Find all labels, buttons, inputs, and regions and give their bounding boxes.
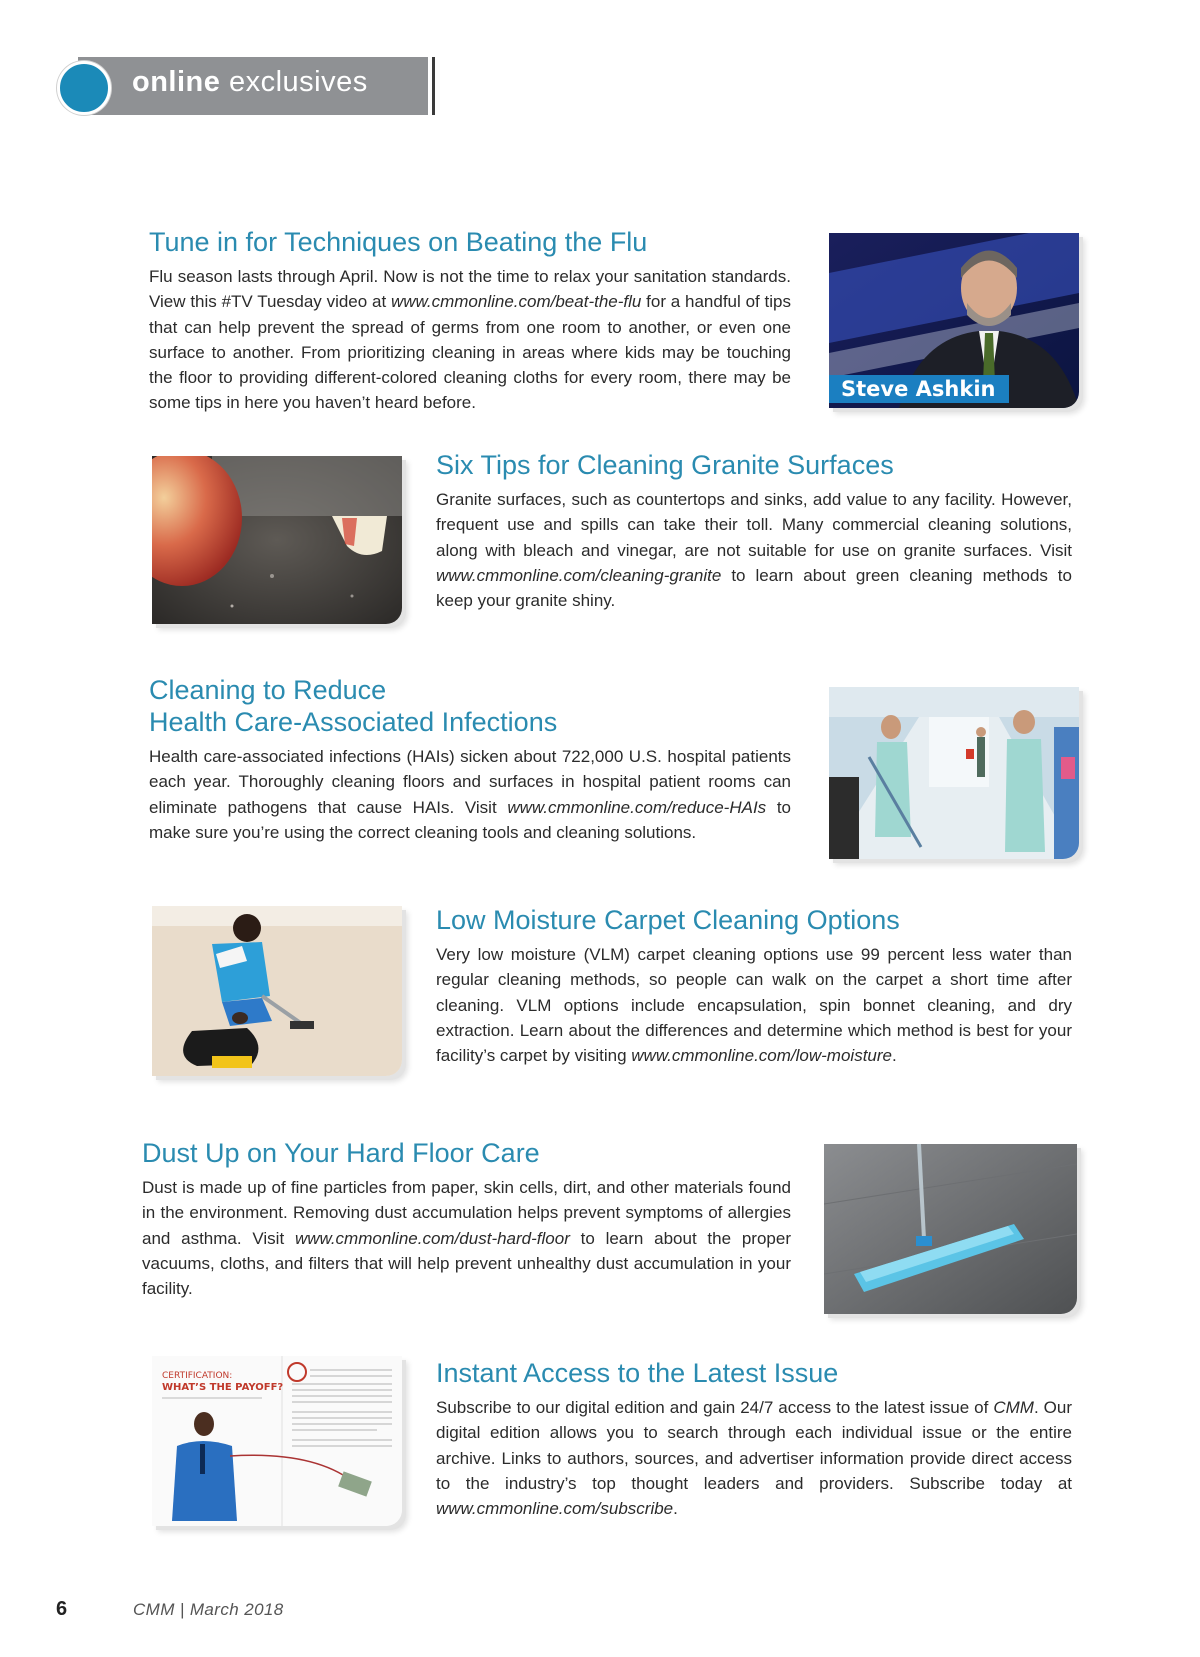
article-granite — [436, 449, 1072, 613]
article-title: Six Tips for Cleaning Granite Surfaces — [436, 450, 894, 480]
article-title: Instant Access to the Latest Issue — [436, 1358, 839, 1388]
video-thumbnail-steve-ashkin[interactable] — [829, 233, 1079, 408]
cover-headline: WHAT’S THE PAYOFF? — [162, 1382, 284, 1393]
article-body: Flu season lasts through April. Now is not the time to relax your sanitation standards. View this #TV Tuesday video at www.cmmonline.com/beat-the-flu for a handful of tips that can help prevent the spread of germs from one room to another, or even one surface to another. From prioritizing cleaning in areas where kids may be touching the floor to providing different-colored cleaning cloths for every room, there may be some tips in here you haven’t heard before. — [149, 267, 791, 413]
section-header-title: online exclusives — [132, 66, 368, 98]
carpet-vacuum-image — [152, 906, 402, 1076]
article-title: Tune in for Techniques on Beating the Flu — [149, 227, 648, 257]
article-hard-floor — [142, 1137, 791, 1301]
article-link[interactable]: www.cmmonline.com/subscribe — [436, 1499, 674, 1519]
section-header-circle-icon — [57, 61, 111, 115]
header-divider — [432, 57, 435, 115]
cover-kicker: CERTIFICATION: — [162, 1371, 233, 1381]
video-caption: Steve Ashkin — [841, 377, 996, 401]
article-link[interactable]: www.cmmonline.com/reduce-HAIs — [507, 797, 767, 817]
article-latest-issue — [436, 1357, 1072, 1521]
article-link[interactable]: www.cmmonline.com/low-moisture — [631, 1046, 892, 1066]
publication-footer: CMM | March 2018 — [133, 1600, 284, 1619]
article-link[interactable]: www.cmmonline.com/beat-the-flu — [390, 292, 642, 312]
article-title: Dust Up on Your Hard Floor Care — [142, 1138, 540, 1168]
article-body: Granite surfaces, such as countertops and sinks, add value to any facility. However, frequent use and spills can take their toll. Many commercial cleaning solutions, along with bleach and vinegar, are not suitable for use on granite surfaces. Visit www.cmmonline.com/cleaning-granite to learn about green cleaning methods to keep your granite shiny. — [436, 490, 1072, 611]
article-link[interactable]: www.cmmonline.com/dust-hard-floor — [294, 1228, 570, 1248]
article-body: Subscribe to our digital edition and gain 24/7 access to the latest issue of CMM. Our digital edition allows you to search through each individual issue or the entire archive. Links to authors, sources, and advertiser information provide direct access to the industry’s top thought leaders and providers. Subscribe today at www.cmmonline.com/subscribe. — [436, 1398, 1072, 1519]
article-link[interactable]: www.cmmonline.com/cleaning-granite — [436, 565, 722, 585]
digital-edition-cover-image[interactable] — [152, 1356, 402, 1526]
article-beat-the-flu — [149, 226, 791, 416]
article-body: Health care-associated infections (HAIs) sicken about 722,000 U.S. hospital patients each year. Thoroughly cleaning floors and surfaces in hospital patient rooms can eliminate pathogens that cause HAIs. Visit www.cmmonline.com/reduce-HAIs to make sure you’re using the correct cleaning tools and cleaning solutions. — [149, 747, 791, 842]
page-number: 6 — [56, 1598, 68, 1620]
article-title: Low Moisture Carpet Cleaning Options — [436, 905, 900, 935]
article-body: Very low moisture (VLM) carpet cleaning options use 99 percent less water than regular cleaning methods, so people can walk on the carpet a short time after cleaning. VLM options include encapsulation, spin bonnet cleaning, and dry extraction. Learn about the differences and determine which method is best for your facility’s carpet by visiting www.cmmonline.com/low-moisture. — [436, 945, 1072, 1066]
article-low-moisture — [436, 904, 1072, 1068]
hospital-cleaning-image — [829, 687, 1079, 859]
dust-mop-image — [824, 1144, 1077, 1314]
granite-apple-image — [152, 456, 402, 624]
article-title: Cleaning to Reduce Health Care-Associated Infections — [149, 675, 558, 737]
article-hais — [149, 674, 791, 845]
article-body: Dust is made up of fine particles from paper, skin cells, dirt, and other materials found in the environment. Removing dust accumulation helps prevent symptoms of allergies and asthma. Visit www.cmmonline.com/dust-hard-floor to learn about the proper vacuums, cloths, and filters that will help prevent unhealthy dust accumulation in your facility. — [142, 1178, 791, 1299]
